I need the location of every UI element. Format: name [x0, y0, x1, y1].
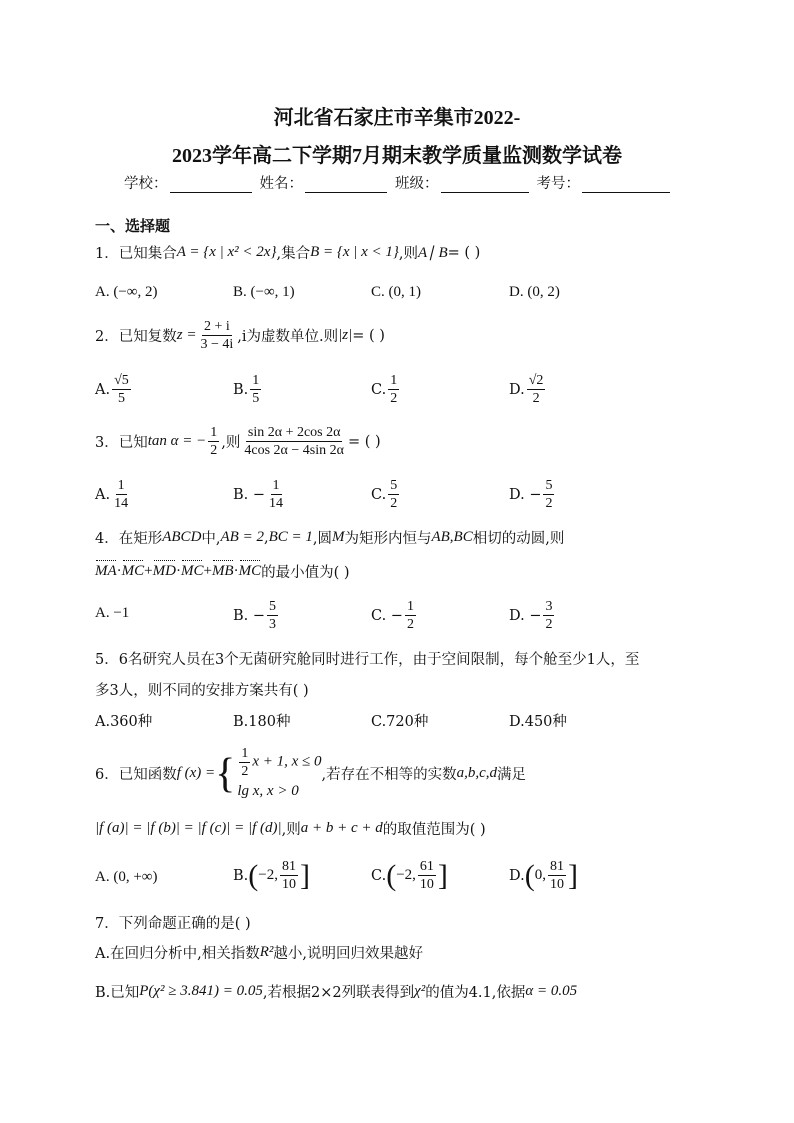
name-blank[interactable] [305, 178, 387, 193]
question-3-option-c[interactable]: C. $\frac{5}{2}$ [371, 478, 398, 511]
question-4-option-b[interactable]: B. − $\frac{5}{3}$ [233, 599, 277, 632]
number-label: 考号： [536, 176, 580, 192]
question-6-option-b[interactable]: B. ( −2, $\frac{81}{10}$ ] [233, 858, 310, 892]
question-6-option-d[interactable]: D. ( 0, $\frac{81}{10}$ ] [509, 858, 578, 892]
name-label: 姓名： [259, 176, 303, 192]
number-blank[interactable] [582, 178, 670, 193]
question-3-stem: 3．已知 tan α = − $\frac{1}{2}$ ,则 $\frac{\sin 2\alpha + 2\cos 2\alpha}{4\cos 2\alpha - 4\sin 2\alpha}$ = ( ) [95, 425, 381, 458]
fraction: $\frac{1}{2}$ [210, 425, 218, 458]
question-4-option-c[interactable]: C. − $\frac{1}{2}$ [371, 599, 414, 632]
question-6-stem-line1: 6．已知函数 f (x) = { $\frac{1}{2}$ x + 1, x ≤ 0 lg x, x > 0 ,若存在不相等的实数 a,b,c,d 满足 [95, 745, 526, 802]
question-1-stem: 1．已知集合 A = {x | x² < 2x} ,集合 B = {x | x < 1} ,则 A∣ B = ( ) [95, 244, 481, 262]
exam-title-line2: 2023学年高二下学期7月期末教学质量监测数学试卷 [172, 145, 622, 167]
question-5-option-c[interactable]: C.720种 [371, 714, 429, 730]
question-4-option-a[interactable]: A. −1 [95, 605, 130, 621]
question-7-option-a[interactable]: A.在回归分析中,相关指数 R² 越小,说明回归效果越好 [95, 944, 423, 962]
school-label: 学校： [124, 176, 168, 192]
vector-md: MD [152, 563, 176, 579]
vector-mc: MC [238, 563, 262, 579]
question-2-option-a[interactable]: A. $\frac{√5}{5}$ [95, 373, 129, 406]
question-2-option-b[interactable]: B. $\frac{1}{5}$ [233, 373, 260, 406]
question-1-option-b[interactable]: B. (−∞, 1) [233, 284, 295, 300]
question-2-stem: 2．已知复数 z = $\frac{2 + i}{3 - 4i}$ ,i为虚数单位.则 |z| = ( ) [95, 319, 385, 352]
fraction: $\frac{2 + i}{3 - 4i}$ [200, 319, 234, 352]
question-5-option-b[interactable]: B.180种 [233, 714, 291, 730]
question-3-option-a[interactable]: A. $\frac{1}{14}$ [95, 478, 129, 511]
question-1-option-a[interactable]: A. (−∞, 2) [95, 284, 158, 300]
school-blank[interactable] [170, 178, 252, 193]
question-5-stem-line2: 多3人，则不同的安排方案共有( ) [95, 683, 309, 699]
question-2-option-c[interactable]: C. $\frac{1}{2}$ [371, 373, 398, 406]
question-5-option-d[interactable]: D.450种 [509, 714, 567, 730]
question-1-option-c[interactable]: C. (0, 1) [371, 284, 421, 300]
student-info-line [124, 172, 678, 193]
fraction: $\frac{\sin 2\alpha + 2\cos 2\alpha}{4\cos 2\alpha - 4\sin 2\alpha}$ [244, 425, 344, 458]
question-4-stem-line2: MA · MC + MD · MC + MB · MC 的最小值为( ) [95, 563, 350, 581]
question-4-option-d[interactable]: D. − $\frac{3}{2}$ [509, 599, 553, 632]
vector-mc: MC [121, 563, 145, 579]
exam-title-line1: 河北省石家庄市辛集市2022- [273, 107, 521, 129]
question-6-option-c[interactable]: C. ( −2, $\frac{61}{10}$ ] [371, 858, 448, 892]
question-3-option-b[interactable]: B. − $\frac{1}{14}$ [233, 478, 284, 511]
question-3-option-d[interactable]: D. − $\frac{5}{2}$ [509, 478, 553, 511]
vector-mc: MC [180, 563, 204, 579]
question-4-stem-line1: 4．在矩形 ABCD 中, AB = 2 , BC = 1 ,圆 M 为矩形内恒与 AB,BC 相切的动圆,则 [95, 529, 565, 547]
question-5-stem-line1: 5．6名研究人员在3个无菌研究舱同时进行工作，由于空间限制，每个舱至少1人，至 [95, 652, 640, 668]
question-6-stem-line2: |f (a)| = |f (b)| = |f (c)| = |f (d)| ,则 a + b + c + d 的取值范围为( ) [95, 820, 486, 838]
question-7-option-b[interactable]: B.已知 P(χ² ≥ 3.841) = 0.05 ,若根据2×2列联表得到 χ² 的值为4.1,依据 α = 0.05 [95, 983, 578, 1001]
question-6-option-a[interactable]: A. (0, +∞) [95, 869, 158, 885]
vector-mb: MB [211, 563, 234, 579]
question-5-option-a[interactable]: A.360种 [95, 714, 153, 730]
class-blank[interactable] [441, 178, 529, 193]
section-heading: 一、选择题 [95, 217, 171, 235]
question-1-option-d[interactable]: D. (0, 2) [509, 284, 560, 300]
left-brace: { [215, 750, 236, 797]
class-label: 班级： [395, 176, 439, 192]
question-7-stem: 7．下列命题正确的是( ) [95, 916, 251, 932]
question-2-option-d[interactable]: D. $\frac{√2}{2}$ [509, 373, 544, 406]
piecewise-function: $\frac{1}{2}$ x + 1, x ≤ 0 lg x, x > 0 [237, 746, 322, 799]
vector-ma: MA [95, 563, 117, 579]
